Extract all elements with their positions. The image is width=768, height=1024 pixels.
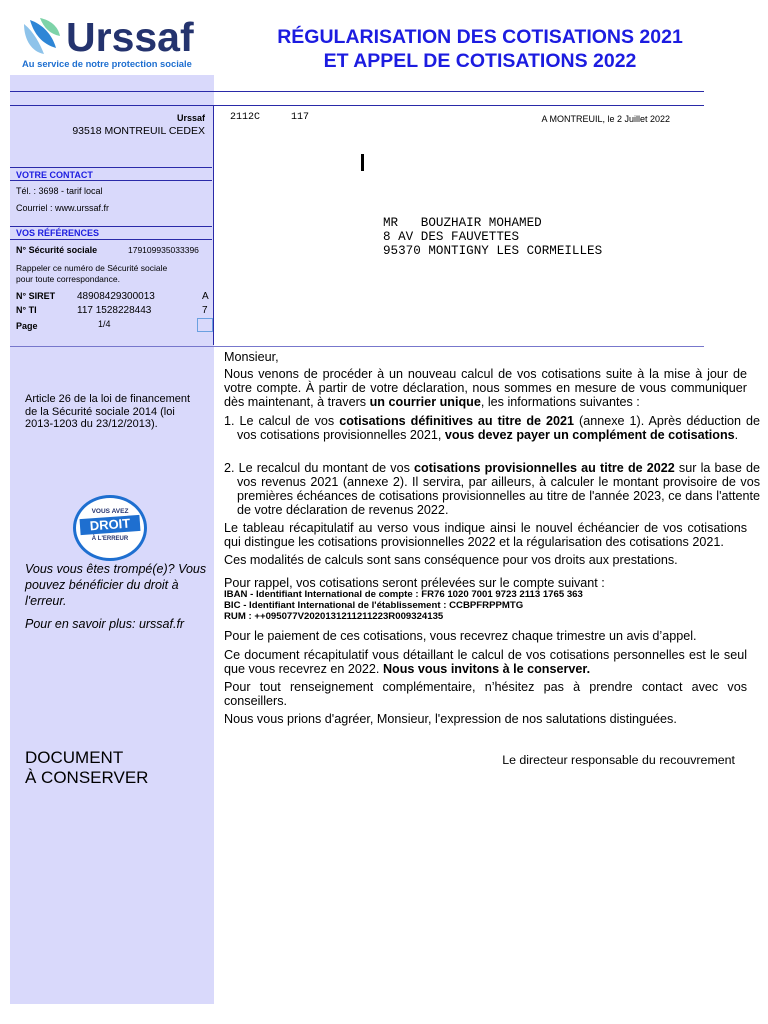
letter-paragraph-4: Pour rappel, vos cotisations seront prélevées sur le compte suivant : [224,576,605,590]
recipient-line2: 8 AV DES FAUVETTES [383,230,520,244]
letter-item-1: 1. Le calcul de vos cotisations définitives au titre de 2021 (annexe 1). Après déduction de vos cotisations provisionnelles 2021, vous devez payer un complément de cotisations. [224,414,760,442]
siret-label: N° SIRET [16,291,56,301]
bic-line: BIC - Identifiant International de l'établissement : CCBPFRPPMTG [224,600,524,611]
ti-value: 117 1528228443 [77,305,152,316]
letter-paragraph-7: Pour tout renseignement complémentaire, n’hésitez pas à prendre contact avec vos conseillers. [224,680,747,708]
ref-code-1: 2112C [230,112,261,123]
sender-name: Urssaf [176,113,205,123]
badge-top-text: VOUS AVEZ [91,508,129,515]
divider [10,91,704,92]
place-date: A MONTREUIL, le 2 Juillet 2022 [541,114,670,124]
references-heading: VOS RÉFÉRENCES [16,228,100,238]
ss-value: 179109935033396 [128,245,199,255]
more-info: Pour en savoir plus: urssaf.fr [25,617,185,631]
badge-main-text: DROIT [80,515,141,535]
divider [10,105,704,106]
iban-line: IBAN - Identifiant International de compte : FR76 1020 7001 9723 2113 1765 363 [224,589,583,600]
divider [213,105,214,345]
divider [10,226,212,227]
ref-code-2: 117 [291,112,310,123]
ss-note-line1: Rappeler ce numéro de Sécurité sociale [16,263,168,273]
divider [10,239,212,240]
signature: Le directeur responsable du recouvrement [502,753,735,767]
recipient-line3: 95370 MONTIGNY LES CORMEILLES [383,244,603,258]
letter-paragraph-1: Nous venons de procéder à un nouveau calcul de vos cotisations suite à la mise à jour de votre compte. À partir de votre déclaration, nous sommes en mesure de vous communiquer dès maintenant, à travers un courrier unique, les informations suivantes : [224,367,747,409]
sender-address: 93518 MONTREUIL CEDEX [72,125,205,137]
recipient-line1: MR BOUZHAIR MOHAMED [383,216,542,230]
ti-flag: 7 [202,305,208,316]
document-title-line2: ET APPEL DE COTISATIONS 2022 [323,50,637,72]
ss-note-line2: pour toute correspondance. [16,274,120,284]
divider [10,167,212,168]
badge-bottom-text: À L'ERREUR [91,536,129,542]
document-title-line1: RÉGULARISATION DES COTISATIONS 2021 [277,26,683,48]
letter-paragraph-6: Ce document récapitulatif vous détaillant le calcul de vos cotisations personnelles est le seul que vous recevrez en 2022. Nous vous invitons à le conserver. [224,648,747,676]
contact-phone: Tél. : 3698 - tarif local [16,186,103,196]
siret-flag: A [202,291,209,302]
page-box [197,318,213,332]
divider [10,180,212,181]
keep-document-line2: À CONSERVER [25,768,149,787]
letter-paragraph-2: Le tableau récapitulatif au verso vous indique ainsi le nouvel échéancier de vos cotisations qui distingue les cotisations provisionnelles 2022 et la régularisation des cotisations 2021. [224,521,747,549]
logo-wordmark: Urssaf [66,14,194,60]
logo-tagline: Au service de notre protection sociale [22,58,192,69]
address-window-mark [361,154,364,171]
rum-line: RUM : ++095077V2020131211211223R009324135 [224,611,444,622]
divider [10,346,704,347]
letter-paragraph-3: Ces modalités de calculs sont sans conséquence pour vos droits aux prestations. [224,553,678,567]
keep-document-line1: DOCUMENT [25,748,124,767]
letter-salutation: Monsieur, [224,350,279,364]
error-text: Vous vous êtes trompé(e)? Vous pouvez bénéficier du droit à l'erreur. [25,562,207,608]
siret-value: 48908429300013 [77,291,155,302]
ss-label: N° Sécurité sociale [16,245,98,255]
page-label: Page [16,321,38,331]
letter-paragraph-5: Pour le paiement de ces cotisations, vous recevrez chaque trimestre un avis d’appel. [224,629,697,643]
ti-label: N° TI [16,305,37,315]
urssaf-logo-icon [22,18,62,56]
contact-email: Courriel : www.urssaf.fr [16,203,110,213]
contact-heading: VOTRE CONTACT [16,170,93,180]
page-value: 1/4 [98,319,111,329]
article-note: Article 26 de la loi de financement de la Sécurité sociale 2014 (loi 2013-1203 du 23/12/2013). [25,393,191,430]
letter-paragraph-8: Nous vous prions d'agréer, Monsieur, l'expression de nos salutations distinguées. [224,712,677,726]
right-to-error-badge [73,495,147,561]
letter-item-2: 2. Le recalcul du montant de vos cotisations provisionnelles au titre de 2022 sur la base de vos revenus 2021 (annexe 2). Il servira, par ailleurs, à calculer le montant provisoire de vos premières échéances de cotisations provisionnelles au titre de l'année 2023, ce dans l'attente de votre déclaration de revenus 2022. [224,461,760,517]
